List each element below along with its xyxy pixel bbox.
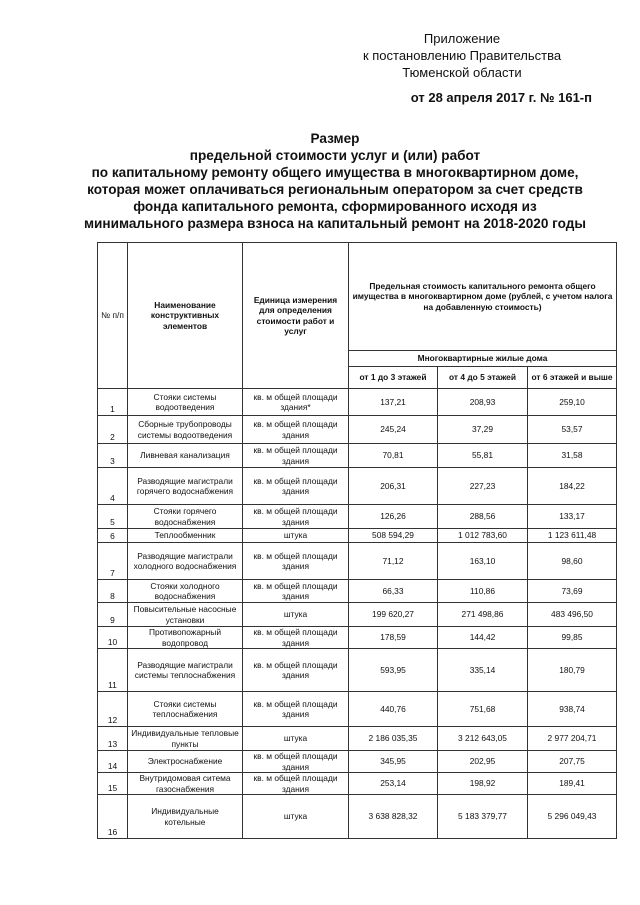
price-floors-4-5: 288,56 (438, 505, 528, 529)
unit-of-measure: кв. м общей площади здания (243, 468, 349, 505)
table-row (98, 692, 617, 727)
price-floors-4-5: 5 183 379,77 (438, 795, 528, 839)
row-number: 7 (98, 543, 128, 580)
price-floors-6-plus: 2 977 204,71 (528, 727, 617, 751)
table-row (98, 580, 617, 603)
element-name: Электроснабжение (128, 751, 243, 773)
unit-of-measure: кв. м общей площади здания (243, 751, 349, 773)
table-row (98, 649, 617, 692)
row-number: 13 (98, 727, 128, 751)
row-number: 5 (98, 505, 128, 529)
price-floors-6-plus: 259,10 (528, 389, 617, 416)
element-name: Внутридомовая ситема газоснабжения (128, 773, 243, 795)
table-row (98, 627, 617, 649)
unit-of-measure: кв. м общей площади здания (243, 543, 349, 580)
price-floors-1-3: 440,76 (349, 692, 438, 727)
element-name: Разводящие магистрали холодного водоснабжения (128, 543, 243, 580)
appendix-block (332, 30, 592, 106)
price-floors-1-3: 3 638 828,32 (349, 795, 438, 839)
row-number: 8 (98, 580, 128, 603)
price-floors-6-plus: 207,75 (528, 751, 617, 773)
table-row (98, 505, 617, 529)
unit-of-measure: кв. м общей площади здания (243, 649, 349, 692)
price-floors-6-plus: 53,57 (528, 416, 617, 444)
element-name: Разводящие магистрали системы теплоснабжения (128, 649, 243, 692)
price-floors-1-3: 66,33 (349, 580, 438, 603)
unit-of-measure: кв. м общей площади здания (243, 627, 349, 649)
table-row (98, 603, 617, 627)
appendix-region-line: Тюменской области (402, 65, 522, 80)
header-unit: Единица измерения для определения стоимости работ и услуг (243, 243, 349, 389)
price-floors-4-5: 55,81 (438, 444, 528, 468)
element-name: Противопожарный водопровод (128, 627, 243, 649)
price-floors-6-plus: 31,58 (528, 444, 617, 468)
table-row (98, 444, 617, 468)
table-row (98, 727, 617, 751)
table-row (98, 468, 617, 505)
price-floors-6-plus: 184,22 (528, 468, 617, 505)
header-num: № п/п (98, 243, 128, 389)
row-number: 3 (98, 444, 128, 468)
unit-of-measure: штука (243, 603, 349, 627)
unit-of-measure: кв. м общей площади здания (243, 773, 349, 795)
row-number: 16 (98, 795, 128, 839)
price-floors-6-plus: 133,17 (528, 505, 617, 529)
price-floors-6-plus: 189,41 (528, 773, 617, 795)
price-floors-1-3: 2 186 035,35 (349, 727, 438, 751)
appendix-title: Приложение (423, 31, 501, 46)
table-row (98, 529, 617, 543)
element-name: Разводящие магистрали горячего водоснабжения (128, 468, 243, 505)
table-row (98, 773, 617, 795)
element-name: Сборные трубопроводы системы водоотведения (128, 416, 243, 444)
price-floors-1-3: 199 620,27 (349, 603, 438, 627)
unit-of-measure: кв. м общей площади здания (243, 692, 349, 727)
appendix-date: от 28 апреля 2017 г. № 161-п (410, 90, 592, 105)
price-floors-6-plus: 180,79 (528, 649, 617, 692)
price-floors-4-5: 335,14 (438, 649, 528, 692)
price-floors-6-plus: 73,69 (528, 580, 617, 603)
header-floors-4-5: от 4 до 5 этажей (438, 367, 528, 389)
header-price: Предельная стоимость капитального ремонта общего имущества в многоквартирном доме (рублей, с учетом налога на добавленную стоимость) (349, 243, 617, 351)
price-floors-4-5: 3 212 643,05 (438, 727, 528, 751)
title-line: предельной стоимости услуг и (или) работ (189, 148, 481, 163)
row-number: 4 (98, 468, 128, 505)
element-name: Ливневая канализация (128, 444, 243, 468)
price-floors-4-5: 198,92 (438, 773, 528, 795)
table-row (98, 416, 617, 444)
unit-of-measure: штука (243, 529, 349, 543)
price-floors-1-3: 345,95 (349, 751, 438, 773)
price-floors-4-5: 202,95 (438, 751, 528, 773)
header-name: Наименование конструктивных элементов (128, 243, 243, 389)
price-table (97, 242, 617, 839)
header-houses: Многоквартирные жилые дома (349, 351, 617, 367)
title-line: которая может оплачиваться региональным оператором за счет средств (87, 182, 583, 197)
table-row (98, 751, 617, 773)
price-floors-6-plus: 5 296 049,43 (528, 795, 617, 839)
price-floors-6-plus: 99,85 (528, 627, 617, 649)
price-floors-4-5: 1 012 783,60 (438, 529, 528, 543)
price-floors-4-5: 208,93 (438, 389, 528, 416)
price-floors-4-5: 37,29 (438, 416, 528, 444)
element-name: Теплообменник (128, 529, 243, 543)
row-number: 1 (98, 389, 128, 416)
element-name: Повысительные насосные установки (128, 603, 243, 627)
unit-of-measure: кв. м общей площади здания (243, 505, 349, 529)
price-floors-6-plus: 98,60 (528, 543, 617, 580)
row-number: 11 (98, 649, 128, 692)
element-name: Индивидуальные тепловые пункты (128, 727, 243, 751)
price-floors-1-3: 206,31 (349, 468, 438, 505)
price-floors-4-5: 110,86 (438, 580, 528, 603)
price-floors-4-5: 751,68 (438, 692, 528, 727)
price-floors-1-3: 126,26 (349, 505, 438, 529)
unit-of-measure: кв. м общей площади здания* (243, 389, 349, 416)
price-floors-1-3: 71,12 (349, 543, 438, 580)
header-floors-6-plus: от 6 этажей и выше (528, 367, 617, 389)
table-row (98, 543, 617, 580)
price-floors-1-3: 593,95 (349, 649, 438, 692)
unit-of-measure: кв. м общей площади здания (243, 580, 349, 603)
element-name: Стояки системы теплоснабжения (128, 692, 243, 727)
row-number: 9 (98, 603, 128, 627)
element-name: Стояки горячего водоснабжения (128, 505, 243, 529)
row-number: 14 (98, 751, 128, 773)
price-floors-6-plus: 1 123 611,48 (528, 529, 617, 543)
title-line: по капитальному ремонту общего имущества в многоквартирном доме, (91, 165, 579, 180)
document-title (60, 130, 610, 232)
row-number: 12 (98, 692, 128, 727)
table-row (98, 795, 617, 839)
title-line: Размер (310, 131, 360, 146)
element-name: Стояки холодного водоснабжения (128, 580, 243, 603)
title-line: фонда капитального ремонта, сформированного исходя из (133, 199, 537, 214)
price-floors-6-plus: 938,74 (528, 692, 617, 727)
row-number: 6 (98, 529, 128, 543)
row-number: 2 (98, 416, 128, 444)
unit-of-measure: кв. м общей площади здания (243, 444, 349, 468)
price-floors-4-5: 144,42 (438, 627, 528, 649)
element-name: Стояки системы водоотведения (128, 389, 243, 416)
price-floors-4-5: 271 498,86 (438, 603, 528, 627)
unit-of-measure: штука (243, 795, 349, 839)
element-name: Индивидуальные котельные (128, 795, 243, 839)
price-floors-1-3: 137,21 (349, 389, 438, 416)
row-number: 15 (98, 773, 128, 795)
unit-of-measure: кв. м общей площади здания (243, 416, 349, 444)
price-floors-4-5: 227,23 (438, 468, 528, 505)
table-row (98, 389, 617, 416)
appendix-resolution-line: к постановлению Правительства (362, 48, 562, 63)
price-floors-1-3: 245,24 (349, 416, 438, 444)
row-number: 10 (98, 627, 128, 649)
price-floors-1-3: 508 594,29 (349, 529, 438, 543)
price-floors-6-plus: 483 496,50 (528, 603, 617, 627)
price-floors-1-3: 70,81 (349, 444, 438, 468)
price-floors-1-3: 253,14 (349, 773, 438, 795)
title-line: минимального размера взноса на капитальный ремонт на 2018-2020 годы (83, 216, 587, 231)
price-floors-4-5: 163,10 (438, 543, 528, 580)
header-floors-1-3: от 1 до 3 этажей (349, 367, 438, 389)
unit-of-measure: штука (243, 727, 349, 751)
price-floors-1-3: 178,59 (349, 627, 438, 649)
